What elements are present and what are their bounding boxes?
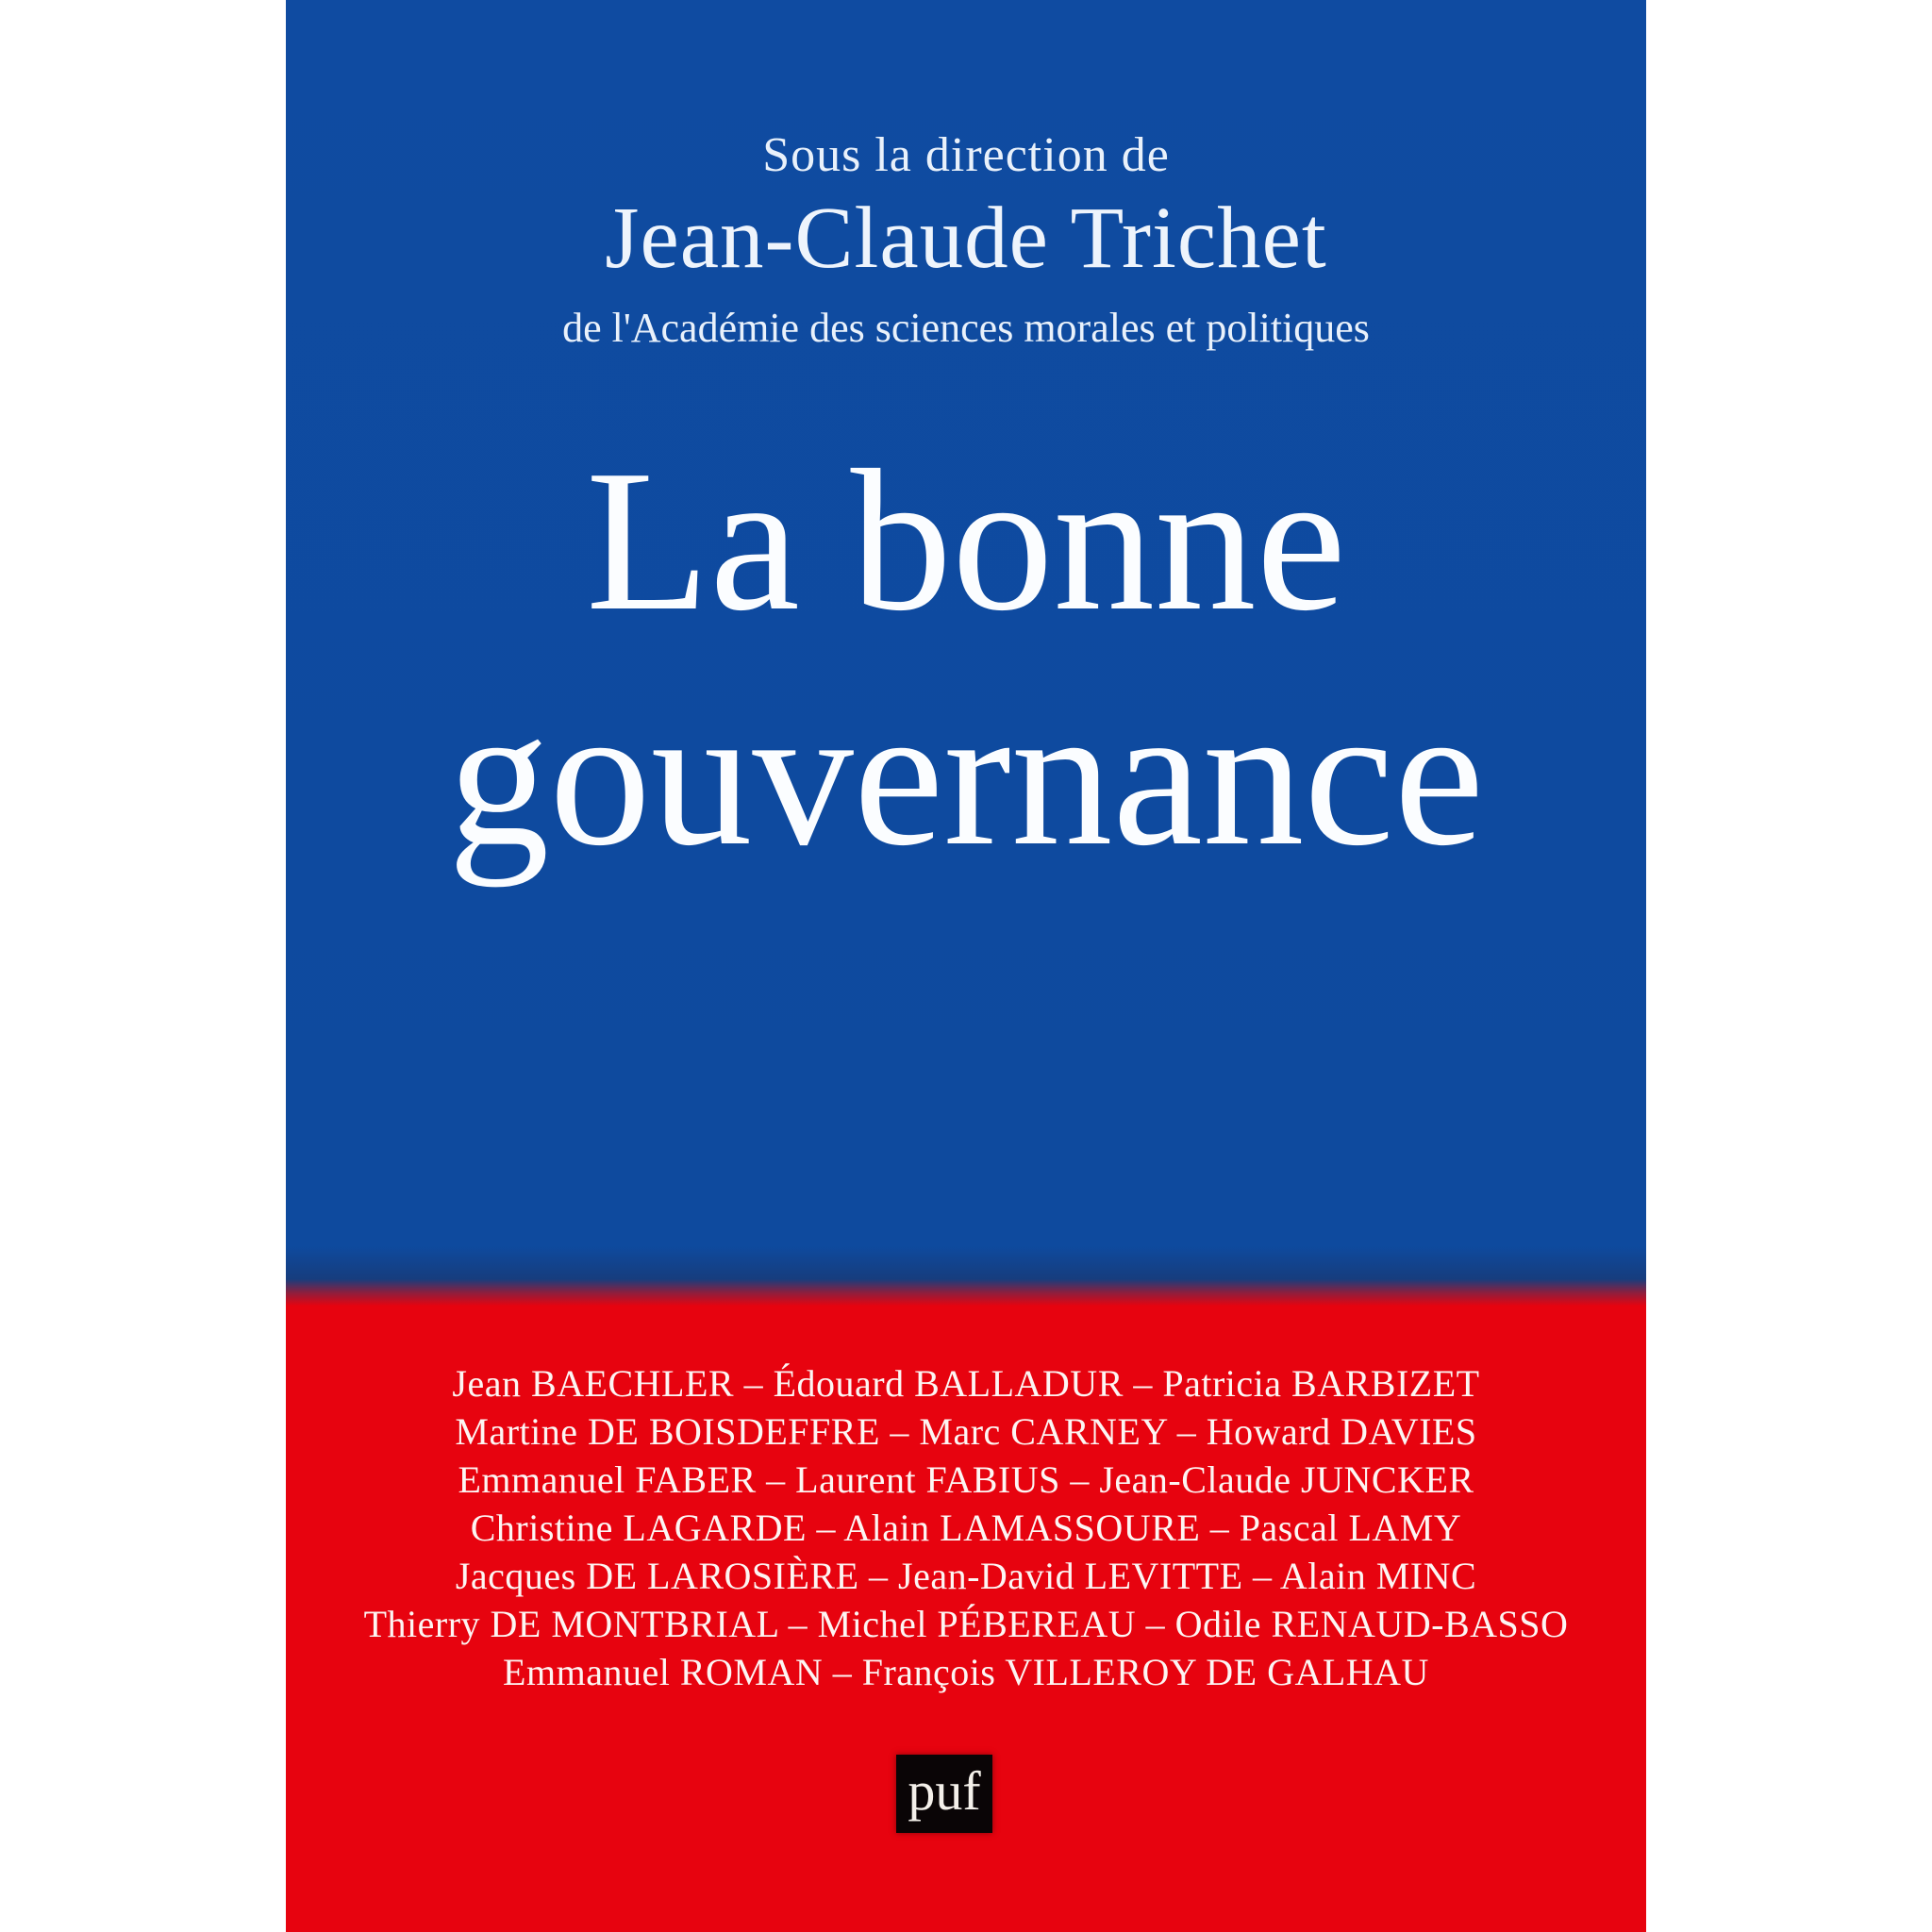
title-line-2: gouvernance: [447, 662, 1485, 888]
contributor-line: Jean BAECHLER – Édouard BALLADUR – Patricia BARBIZET: [452, 1362, 1480, 1405]
publisher-logo-text: puf: [908, 1759, 981, 1822]
contributor-line: Martine DE BOISDEFFRE – Marc CARNEY – Howard DAVIES: [455, 1410, 1477, 1453]
contributor-line: Christine LAGARDE – Alain LAMASSOURE – Pascal LAMY: [470, 1507, 1462, 1549]
book-cover: [286, 0, 1646, 1932]
contributor-line: Emmanuel FABER – Laurent FABIUS – Jean-Claude JUNCKER: [458, 1458, 1474, 1501]
book-title: [286, 423, 1646, 892]
title-line-1: La bonne: [586, 427, 1346, 653]
publisher-puf-logo: [896, 1755, 992, 1833]
author-name: Jean-Claude Trichet: [605, 190, 1327, 287]
contributors-list: [286, 1359, 1646, 1696]
contributor-line: Thierry DE MONTBRIAL – Michel PÉBEREAU – Odile RENAUD-BASSO: [363, 1603, 1569, 1645]
direction-kicker: Sous la direction de: [762, 128, 1170, 182]
contributor-line: Jacques DE LAROSIÈRE – Jean-David LEVITTE – Alain MINC: [455, 1555, 1477, 1597]
author-affiliation: de l'Académie des sciences morales et politiques: [562, 305, 1370, 351]
cover-header: [286, 128, 1646, 353]
contributor-line: Emmanuel ROMAN – François VILLEROY DE GALHAU: [503, 1651, 1429, 1693]
